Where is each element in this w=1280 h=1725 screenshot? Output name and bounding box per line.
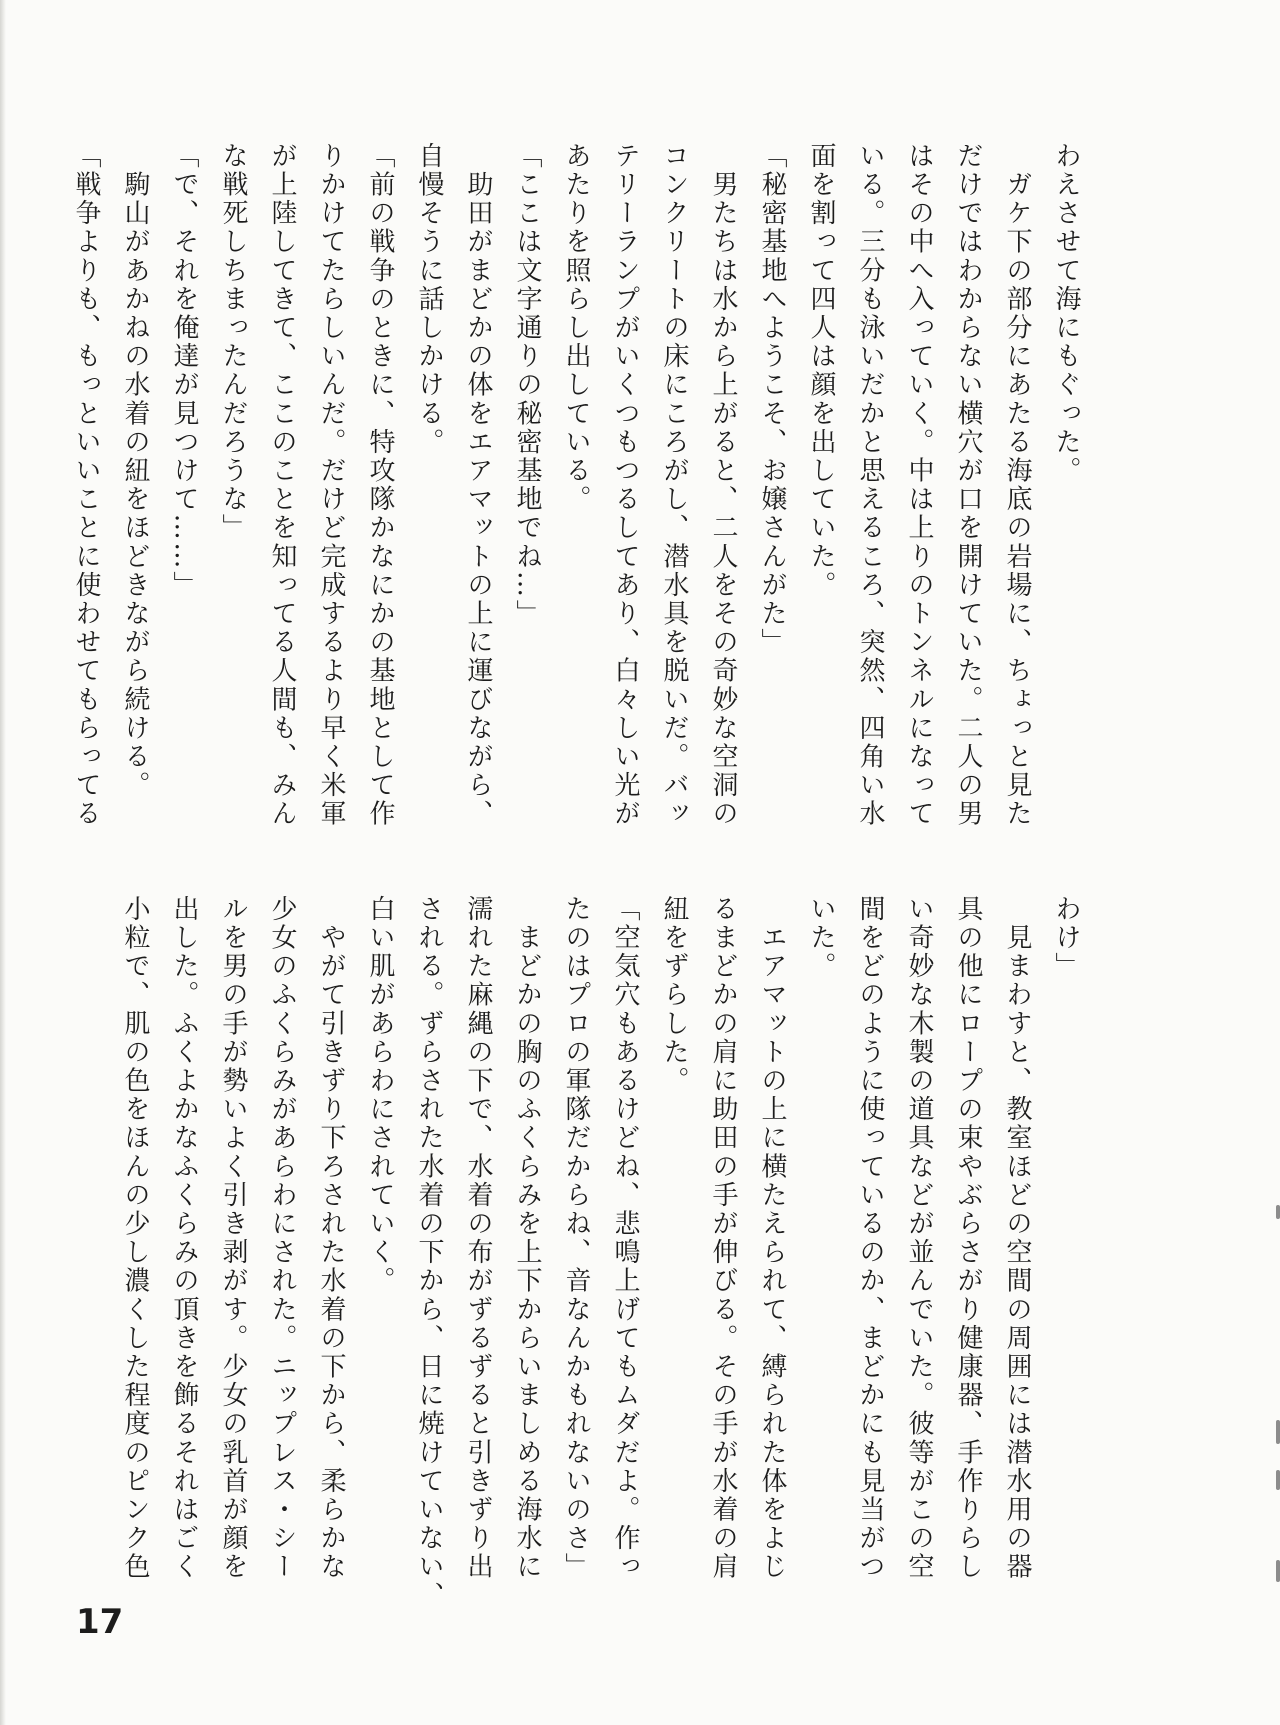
- text-line: はその中へ入っていく。中は上りのトンネルになって: [904, 142, 934, 829]
- text-line: ガケ下の部分にあたる海底の岩場に、ちょっと見た: [1002, 142, 1032, 829]
- text-line: わけ」: [1051, 895, 1081, 981]
- text-line: 少女のふくらみがあらわにされた。ニップレス・シー: [267, 895, 297, 1582]
- text-line: やがて引きずり下ろされた水着の下から、柔らかな: [316, 895, 346, 1582]
- text-line: 駒山があかねの水着の紐をほどきながら続ける。: [120, 142, 150, 800]
- text-line: まどかの胸のふくらみを上下からいましめる海水に: [512, 895, 542, 1582]
- text-line: い奇妙な木製の道具などが並んでいた。彼等がこの空: [904, 895, 934, 1582]
- edge-mark: [1276, 1205, 1280, 1219]
- text-line: 面を割って四人は顔を出していた。: [806, 142, 836, 600]
- text-line: な戦死しちまったんだろうな」: [218, 142, 248, 543]
- text-line: される。ずらされた水着の下から、日に焼けていない、: [414, 895, 444, 1610]
- text-line: 「で、それを俺達が見つけて……」: [169, 142, 199, 600]
- text-line: 「戦争よりも、もっといいことに使わせてもらってる: [71, 142, 101, 829]
- text-line: 「秘密基地へようこそ、お嬢さんがた」: [757, 142, 787, 657]
- text-line: 間をどのように使っているのか、まどかにも見当がつ: [855, 895, 885, 1582]
- text-line: 白い肌があらわにされていく。: [365, 895, 395, 1296]
- text-line: コンクリートの床にころがし、潜水具を脱いだ。バッ: [659, 142, 689, 829]
- text-line: 小粒で、肌の色をほんの少し濃くした程度のピンク色: [120, 895, 150, 1582]
- text-line: 「ここは文字通りの秘密基地でね…」: [512, 142, 542, 629]
- text-line: エアマットの上に横たえられて、縛られた体をよじ: [757, 895, 787, 1582]
- text-line: たのはプロの軍隊だからね、音なんかもれないのさ」: [561, 895, 591, 1582]
- edge-mark: [1276, 1470, 1280, 1490]
- text-line: テリーランプがいくつもつるしてあり、白々しい光が: [610, 142, 640, 829]
- upper-text-block: [61, 142, 1090, 829]
- lower-text-block: [110, 895, 1090, 1610]
- text-line: 助田がまどかの体をエアマットの上に運びながら、: [463, 142, 493, 829]
- text-line: ルを男の手が勢いよく引き剥がす。少女の乳首が顔を: [218, 895, 248, 1582]
- text-line: 見まわすと、教室ほどの空間の周囲には潜水用の器: [1002, 895, 1032, 1582]
- text-line: 紐をずらした。: [659, 895, 689, 1096]
- text-line: るまどかの肩に助田の手が伸びる。その手が水着の肩: [708, 895, 738, 1582]
- text-line: いる。三分も泳いだかと思えるころ、突然、四角い水: [855, 142, 885, 829]
- edge-mark: [1276, 1560, 1280, 1582]
- page-edge-shadow: [0, 0, 6, 1725]
- text-line: 濡れた麻縄の下で、水着の布がずるずると引きずり出: [463, 895, 493, 1582]
- text-line: 「空気穴もあるけどね、悲鳴上げてもムダだよ。作っ: [610, 895, 640, 1582]
- edge-mark: [1276, 1420, 1280, 1444]
- text-line: が上陸してきて、ここのことを知ってる人間も、みん: [267, 142, 297, 829]
- text-line: りかけてたらしいんだ。だけど完成するより早く米軍: [316, 142, 346, 829]
- text-line: 自慢そうに話しかける。: [414, 142, 444, 457]
- text-line: 出した。ふくよかなふくらみの頂きを飾るそれはごく: [169, 895, 199, 1582]
- text-line: いた。: [806, 895, 836, 981]
- page-number: 17: [76, 1602, 124, 1642]
- text-line: わえさせて海にもぐった。: [1051, 142, 1081, 486]
- text-line: だけではわからない横穴が口を開けていた。二人の男: [953, 142, 983, 829]
- text-line: 男たちは水から上がると、二人をその奇妙な空洞の: [708, 142, 738, 829]
- text-line: あたりを照らし出している。: [561, 142, 591, 514]
- text-line: 具の他にロープの束やぶらさがり健康器、手作りらし: [953, 895, 983, 1582]
- text-line: 「前の戦争のときに、特攻隊かなにかの基地として作: [365, 142, 395, 829]
